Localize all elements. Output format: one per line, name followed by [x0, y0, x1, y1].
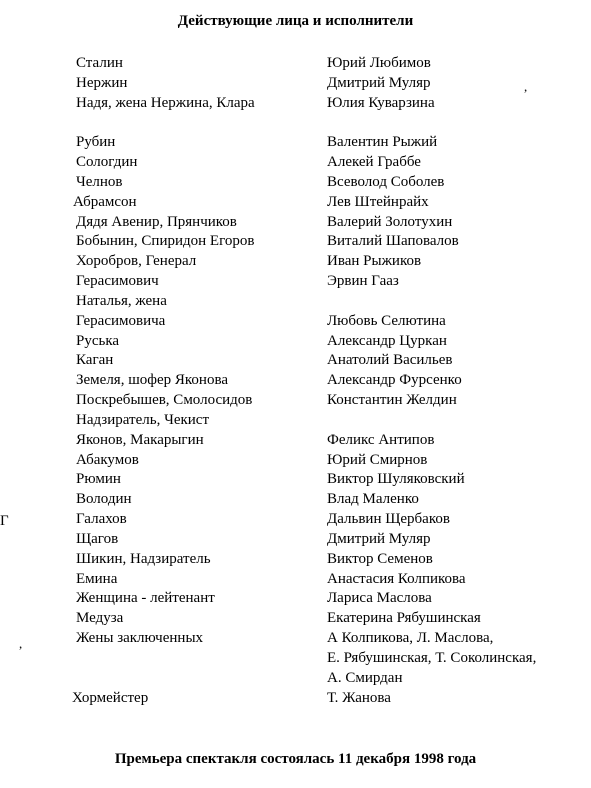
role-name: Емина — [76, 570, 118, 587]
role-name: Герасимовича — [76, 312, 166, 329]
role-name: Володин — [76, 491, 132, 508]
cast-row — [0, 530, 591, 550]
cast-row — [0, 332, 591, 352]
role-name: Хормейстер — [72, 689, 149, 706]
cast-row — [0, 94, 591, 114]
role-name: Сологдин — [76, 154, 138, 171]
actor-name: Екатерина Рябушинская — [327, 610, 481, 627]
role-name: Бобынин, Спиридон Егоров — [76, 233, 255, 250]
role-name: Челнов — [76, 173, 123, 190]
role-name: Галахов — [76, 511, 127, 528]
role-name: Каган — [76, 352, 114, 369]
role-name: Нержин — [76, 74, 128, 91]
role-name: Герасимович — [76, 273, 159, 290]
actor-name: Любовь Селютина — [327, 312, 446, 329]
cast-row — [0, 629, 591, 649]
cast-row — [0, 411, 591, 431]
role-name: Наталья, жена — [76, 292, 167, 309]
actor-name: Дмитрий Муляр — [327, 530, 431, 547]
cast-row — [0, 213, 591, 233]
actor-name: Анастасия Колпикова — [327, 570, 466, 587]
actor-name: Виктор Семенов — [327, 550, 433, 567]
actor-name: Иван Рыжиков — [327, 253, 422, 270]
cast-row — [0, 550, 591, 570]
cast-row — [0, 490, 591, 510]
actor-name: Александр Фурсенко — [327, 372, 462, 389]
actor-name: Лев Штейнрайх — [327, 193, 429, 210]
role-name: Шикин, Надзиратель — [76, 550, 211, 567]
cast-row — [0, 510, 591, 530]
role-name: Жены заключенных — [76, 630, 204, 647]
role-name: Надя, жена Нержина, Клара — [76, 94, 255, 111]
stray-letter-mark: Г — [0, 513, 9, 529]
cast-row — [0, 589, 591, 609]
premiere-note: Премьера спектакля состоялась 11 декабря 1998 года — [114, 751, 477, 767]
cast-row — [0, 451, 591, 471]
role-name: Руська — [76, 332, 120, 349]
cast-row — [0, 232, 591, 252]
actor-name: Валерий Золотухин — [327, 213, 453, 230]
role-name: Земеля, шофер Яконова — [76, 372, 228, 389]
actor-name: Виктор Шуляковский — [327, 471, 465, 488]
stray-comma-mark: , — [524, 79, 528, 94]
cast-row — [0, 74, 591, 94]
cast-row — [0, 173, 591, 193]
cast-row — [0, 153, 591, 173]
cast-row — [0, 609, 591, 629]
cast-row — [0, 431, 591, 451]
role-name: Медуза — [76, 610, 124, 627]
role-name: Рубин — [76, 134, 116, 151]
actor-name: Феликс Антипов — [327, 431, 435, 448]
cast-row — [0, 113, 591, 133]
cast-row — [0, 689, 591, 709]
actor-name: Анатолий Васильев — [327, 352, 453, 369]
stray-comma-mark-left: , — [19, 636, 23, 651]
role-name: Женщина - лейтенант — [76, 590, 215, 607]
cast-list — [0, 54, 591, 708]
actor-name: Всеволод Соболев — [327, 173, 445, 190]
role-name: Щагов — [76, 530, 119, 547]
cast-row — [0, 292, 591, 312]
actor-name: Константин Желдин — [327, 392, 457, 409]
actor-name: Влад Маленко — [327, 491, 419, 508]
actor-name: Дмитрий Муляр — [327, 74, 431, 91]
actor-name: Юрий Любимов — [327, 55, 431, 71]
cast-row — [0, 252, 591, 272]
actor-name: Виталий Шаповалов — [327, 233, 459, 250]
actor-name: Валентин Рыжий — [327, 134, 438, 151]
cast-row — [0, 133, 591, 153]
actor-name: Юрий Смирнов — [327, 451, 428, 468]
page-title: Действующие лица и исполнители — [177, 13, 414, 29]
actor-name: Алекей Граббе — [327, 154, 421, 171]
cast-row — [0, 570, 591, 590]
cast-row — [0, 391, 591, 411]
cast-row — [0, 193, 591, 213]
role-name: Дядя Авенир, Прянчиков — [76, 213, 237, 230]
actor-name: Лариса Маслова — [327, 590, 432, 607]
cast-row — [0, 371, 591, 391]
cast-row — [0, 54, 591, 74]
role-name: Хоробров, Генерал — [76, 253, 197, 270]
actor-name: Дальвин Щербаков — [327, 511, 450, 528]
actor-name: Юлия Куварзина — [327, 94, 435, 111]
cast-row — [0, 351, 591, 371]
role-name: Рюмин — [76, 471, 121, 488]
actor-name: Е. Рябушинская, Т. Соколинская, — [327, 649, 537, 666]
cast-row — [0, 649, 591, 669]
role-name: Абакумов — [76, 451, 139, 468]
role-name: Абрамсон — [73, 193, 137, 210]
role-name: Поскребышев, Смолосидов — [76, 392, 253, 409]
actor-name: Эрвин Гааз — [327, 273, 399, 290]
actor-name: А. Смирдан — [327, 669, 403, 686]
cast-row — [0, 669, 591, 689]
role-name: Надзиратель, Чекист — [76, 411, 210, 428]
cast-row — [0, 272, 591, 292]
role-name: Яконов, Макарыгин — [76, 431, 204, 448]
cast-row — [0, 312, 591, 332]
cast-row — [0, 470, 591, 490]
actor-name: А Колпикова, Л. Маслова, — [327, 630, 494, 647]
actor-name: Т. Жанова — [327, 689, 391, 706]
actor-name: Александр Цуркан — [327, 332, 447, 349]
role-name: Сталин — [76, 55, 123, 71]
